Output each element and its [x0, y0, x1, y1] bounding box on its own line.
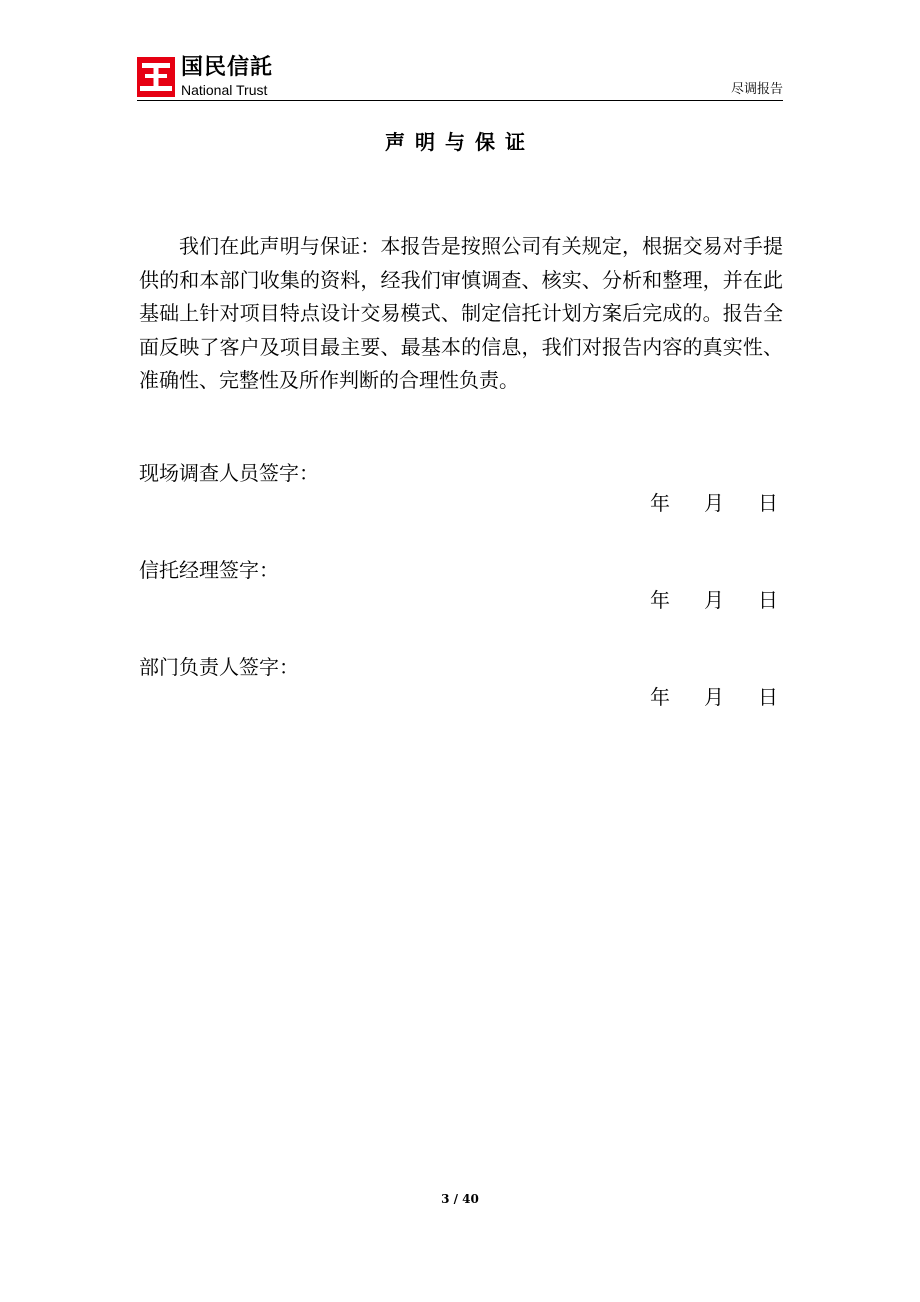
- date-year: 年: [650, 685, 670, 709]
- header-divider: [137, 100, 783, 101]
- date-month: 月: [704, 685, 724, 709]
- signature-label-trust-manager: 信托经理签字：: [139, 558, 279, 582]
- page-title: 声明与保证: [385, 130, 535, 154]
- date-year: 年: [650, 491, 670, 515]
- date-year: 年: [650, 588, 670, 612]
- national-trust-logo-icon: [137, 57, 175, 97]
- statement-paragraph: 我们在此声明与保证：本报告是按照公司有关规定，根据交易对手提供的和本部门收集的资料，经我们审慎调查、核实、分析和整理，并在此基础上针对项目特点设计交易模式、制定信托计划方案后完成的。报告全面反映了客户及项目最主要、最基本的信息，我们对报告内容的真实性、准确性、完整性及所作判断的合理性负责。: [139, 234, 783, 392]
- date-day: 日: [758, 588, 778, 612]
- date-month: 月: [704, 588, 724, 612]
- document-type-label: 尽调报告: [730, 82, 783, 97]
- date-day: 日: [758, 491, 778, 515]
- date-day: 日: [758, 685, 778, 709]
- date-month: 月: [704, 491, 724, 515]
- signature-label-investigator: 现场调查人员签字：: [139, 461, 319, 485]
- signature-label-department-head: 部门负责人签字：: [139, 655, 299, 679]
- logo-text-en: National Trust: [181, 82, 268, 98]
- page-number: 3 / 40: [441, 1192, 479, 1206]
- logo-text-cn: 国民信託: [181, 55, 274, 80]
- page-header: [137, 55, 783, 103]
